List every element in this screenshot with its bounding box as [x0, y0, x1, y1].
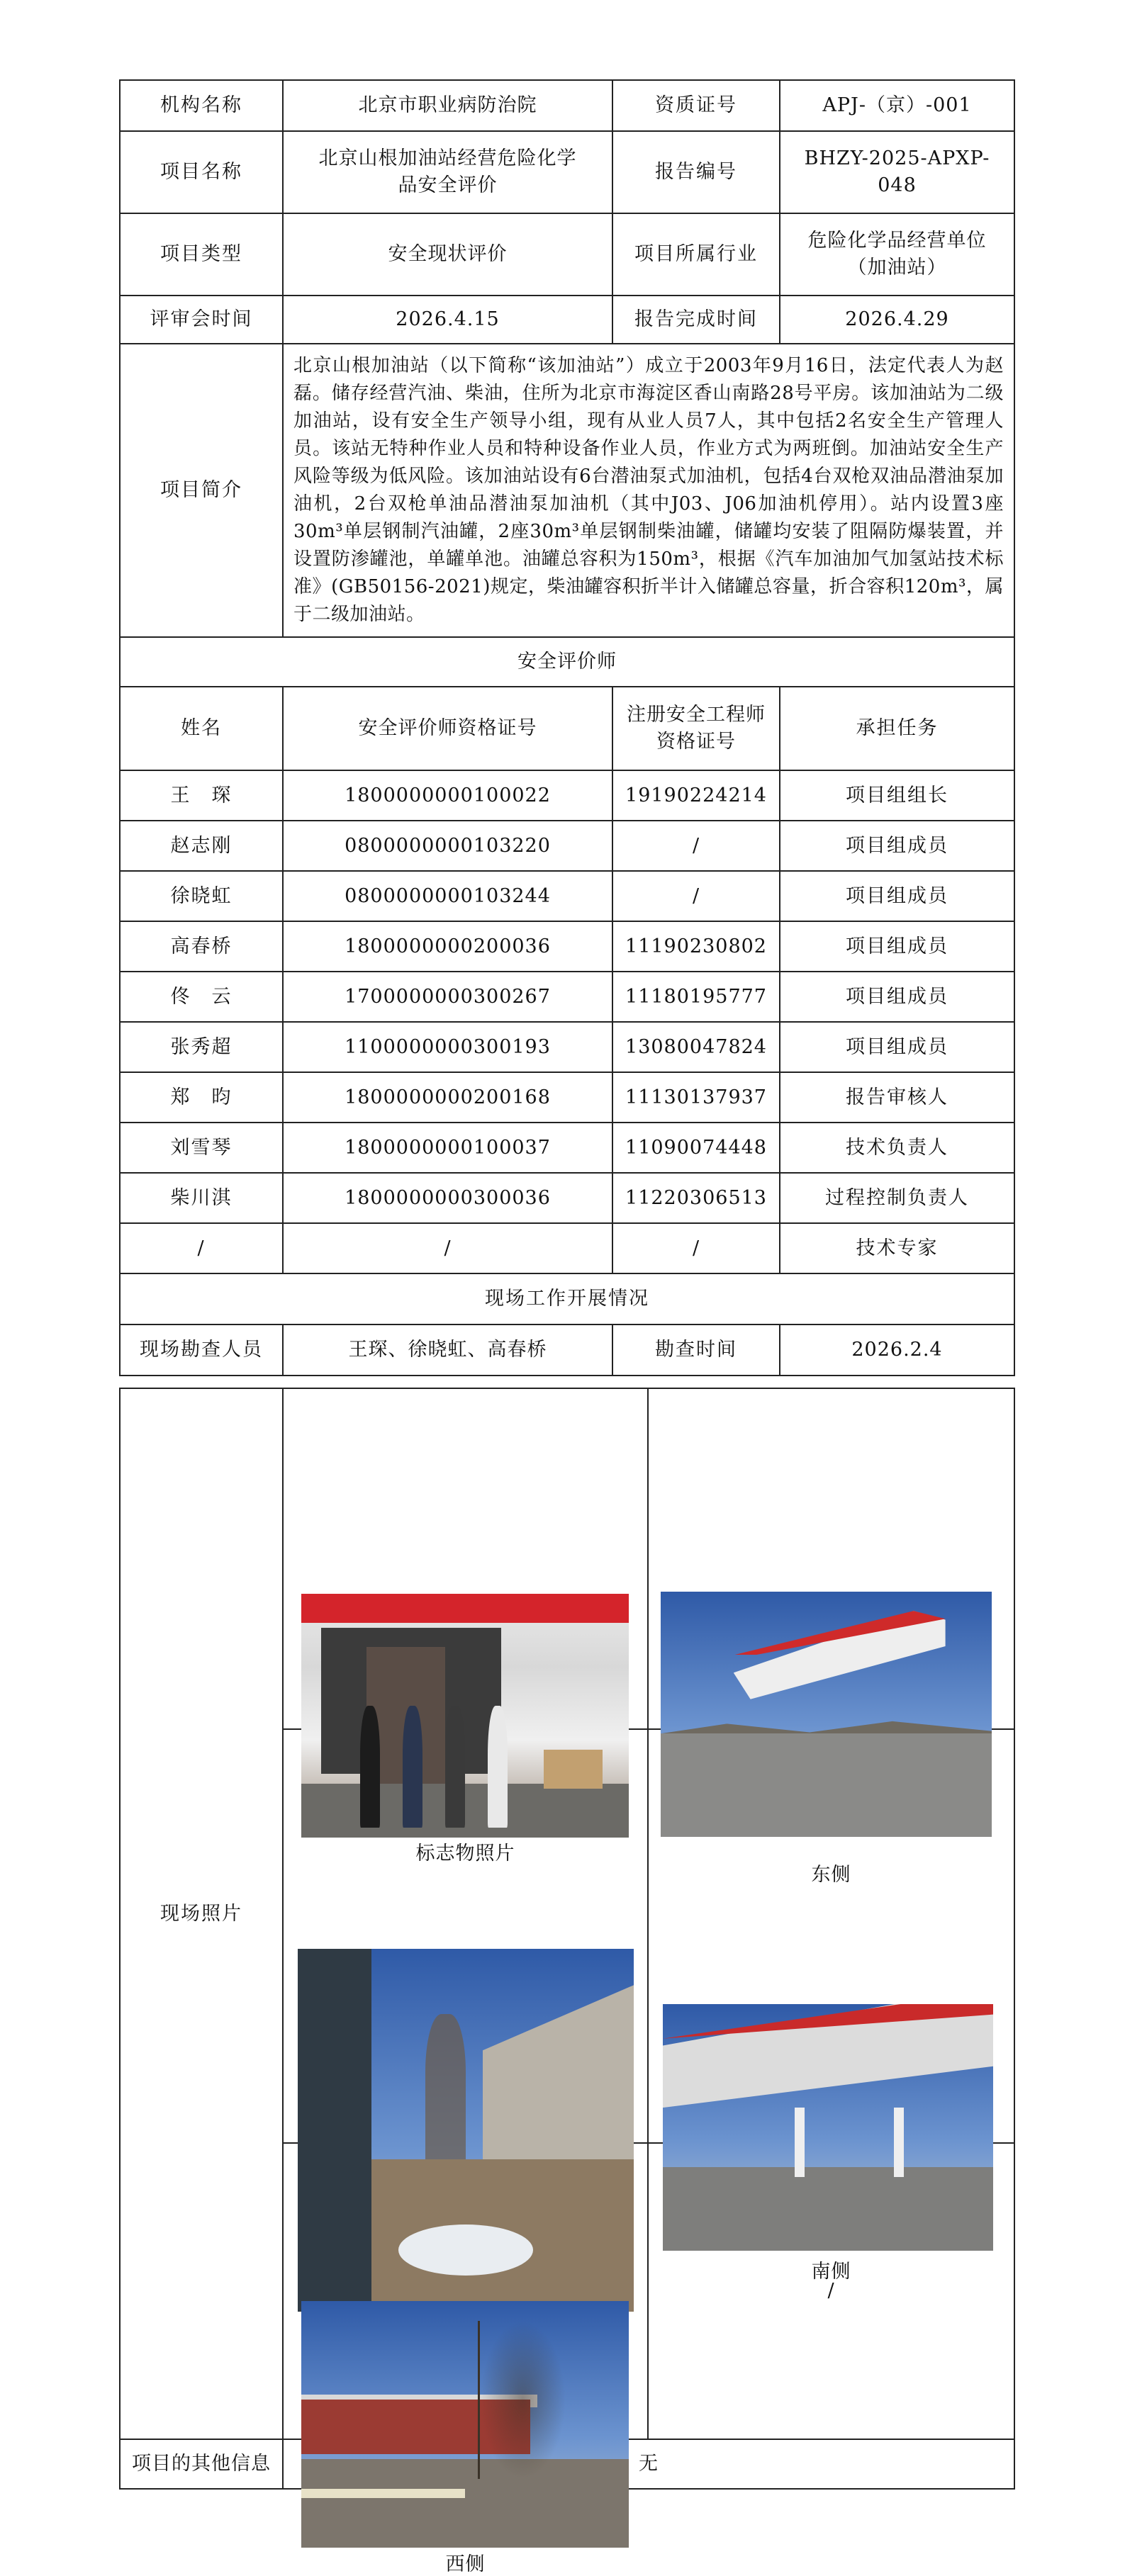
survey-label: 现场勘查人员	[120, 1324, 283, 1376]
time-value: 2026.2.4	[780, 1324, 1014, 1376]
table-row	[120, 1223, 1014, 1273]
evaluator-engineer-cert: 13080047824	[612, 1022, 780, 1072]
evaluators-header-row	[120, 687, 1014, 770]
table-row	[120, 1072, 1014, 1123]
evaluator-task: 技术专家	[780, 1223, 1014, 1273]
caption-east: 东侧	[811, 1863, 851, 1886]
evaluator-cert: 0800000000103220	[283, 821, 612, 871]
evaluators-header-cert: 安全评价师资格证号	[283, 687, 612, 770]
evaluator-engineer-cert: 11180195777	[612, 972, 780, 1022]
industry-label: 项目所属行业	[612, 213, 780, 296]
table-row	[120, 921, 1014, 972]
evaluators-section-row	[120, 637, 1014, 687]
evaluator-task: 项目组成员	[780, 871, 1014, 921]
type-value: 安全现状评价	[283, 213, 612, 296]
caption-west: 西侧	[445, 2553, 486, 2575]
evaluator-task: 项目组成员	[780, 1022, 1014, 1072]
north-photo	[298, 1949, 634, 2312]
evaluators-body	[120, 770, 1014, 1273]
photos-table	[119, 1388, 1015, 2575]
evaluator-task: 报告审核人	[780, 1072, 1014, 1123]
table-row	[120, 1173, 1014, 1223]
project-label: 项目名称	[120, 131, 283, 213]
other-info-label: 项目的其他信息	[120, 2439, 283, 2489]
evaluator-cert: 1800000000100037	[283, 1123, 612, 1173]
evaluator-cert: 1100000000300193	[283, 1022, 612, 1072]
evaluator-name: /	[120, 1223, 283, 1273]
evaluator-engineer-cert: /	[612, 1223, 780, 1273]
info-row-dates	[120, 296, 1014, 344]
evaluator-engineer-cert: 19190224214	[612, 770, 780, 821]
org-value: 北京市职业病防治院	[283, 80, 612, 131]
evaluator-name: 徐晓虹	[120, 871, 283, 921]
industry-value: 危险化学品经营单位（加油站）	[780, 213, 1014, 296]
review-label: 评审会时间	[120, 296, 283, 344]
east-photo	[661, 1592, 992, 1837]
info-row-org	[120, 80, 1014, 131]
photo-cell-landmark	[283, 1388, 648, 1864]
finish-label: 报告完成时间	[612, 296, 780, 344]
intro-text: 北京山根加油站（以下简称“该加油站”）成立于2003年9月16日，法定代表人为赵磊。储存经营汽油、柴油，住所为北京市海淀区香山南路28号平房。该加油站为二级加油站，设有安全生产领导小组，现有从业人员7人，其中包括2名安全生产管理人员。该站无特种作业人员和特种设备作业人员，作业方式为两班倒。加油站安全生产风险等级为低风险。该加油站设有6台潜油泵式加油机，包括4台双枪双油品潜油泵加油机，2台双枪单油品潜油泵加油机（其中J03、J06加油机停用）。站内设置3座30m³单层钢制汽油罐，2座30m³单层钢制柴油罐，储罐均安装了阻隔防爆装置，并设置防渗罐池，单罐单池。油罐总容积为150m³，根据《汽车加油加气加氢站技术标准》(GB50156-2021)规定，柴油罐容积折半计入储罐总容量，折合容积120m³，属于二级加油站。	[283, 344, 1014, 637]
other-info-value: 无	[283, 2439, 1014, 2489]
table-row	[120, 770, 1014, 821]
evaluator-task: 过程控制负责人	[780, 1173, 1014, 1223]
evaluator-engineer-cert: 11130137937	[612, 1072, 780, 1123]
evaluators-header-name: 姓名	[120, 687, 283, 770]
report-value: BHZY-2025-APXP-048	[780, 131, 1014, 213]
table-row	[120, 972, 1014, 1022]
evaluator-engineer-cert: 11090074448	[612, 1123, 780, 1173]
evaluators-header-task: 承担任务	[780, 687, 1014, 770]
evaluator-name: 郑 昀	[120, 1072, 283, 1123]
table-row	[120, 871, 1014, 921]
fieldwork-row	[120, 1324, 1014, 1376]
evaluator-name: 柴川淇	[120, 1173, 283, 1223]
cert-value: APJ-（京）-001	[780, 80, 1014, 131]
photo-row-1	[120, 1388, 1014, 1729]
evaluator-name: 张秀超	[120, 1022, 283, 1072]
project-value: 北京山根加油站经营危险化学品安全评价	[283, 131, 612, 213]
evaluator-cert: 0800000000103244	[283, 871, 612, 921]
cert-label: 资质证号	[612, 80, 780, 131]
info-row-project	[120, 131, 1014, 213]
evaluator-task: 项目组成员	[780, 821, 1014, 871]
evaluator-cert: 1800000000200036	[283, 921, 612, 972]
south-photo	[663, 2004, 993, 2251]
evaluator-engineer-cert: /	[612, 821, 780, 871]
project-info-table	[119, 79, 1015, 1376]
table-row	[120, 821, 1014, 871]
fieldwork-section-title: 现场工作开展情况	[120, 1273, 1014, 1324]
evaluator-task: 项目组组长	[780, 770, 1014, 821]
time-label: 勘查时间	[612, 1324, 780, 1376]
west-photo	[301, 2301, 629, 2548]
evaluator-name: 佟 云	[120, 972, 283, 1022]
info-row-intro	[120, 344, 1014, 637]
evaluators-section-title: 安全评价师	[120, 637, 1014, 687]
survey-value: 王琛、徐晓虹、高春桥	[283, 1324, 612, 1376]
evaluator-task: 项目组成员	[780, 972, 1014, 1022]
report-label: 报告编号	[612, 131, 780, 213]
table-row	[120, 1022, 1014, 1072]
photo-cell-empty: /	[648, 2143, 1014, 2439]
evaluator-cert: 1800000000200168	[283, 1072, 612, 1123]
evaluator-cert: /	[283, 1223, 612, 1273]
landmark-photo	[301, 1594, 629, 1838]
evaluator-engineer-cert: 11190230802	[612, 921, 780, 972]
evaluator-name: 王 琛	[120, 770, 283, 821]
caption-south: 南侧	[811, 2261, 851, 2283]
evaluator-cert: 1700000000300267	[283, 972, 612, 1022]
evaluator-name: 刘雪琴	[120, 1123, 283, 1173]
caption-landmark: 标志物照片	[415, 1842, 515, 1864]
evaluator-engineer-cert: 11220306513	[612, 1173, 780, 1223]
report-sheet	[119, 79, 1014, 2575]
fieldwork-section-row	[120, 1273, 1014, 1324]
evaluator-task: 技术负责人	[780, 1123, 1014, 1173]
photos-label: 现场照片	[120, 1388, 283, 2439]
type-label: 项目类型	[120, 213, 283, 296]
finish-value: 2026.4.29	[780, 296, 1014, 344]
evaluator-name: 高春桥	[120, 921, 283, 972]
review-value: 2026.4.15	[283, 296, 612, 344]
info-row-type	[120, 213, 1014, 296]
evaluator-engineer-cert: /	[612, 871, 780, 921]
evaluators-header-engineer: 注册安全工程师资格证号	[612, 687, 780, 770]
evaluator-cert: 1800000000300036	[283, 1173, 612, 1223]
evaluator-cert: 1800000000100022	[283, 770, 612, 821]
photo-cell-east	[648, 1388, 1014, 1886]
org-label: 机构名称	[120, 80, 283, 131]
intro-label: 项目简介	[120, 344, 283, 637]
evaluator-name: 赵志刚	[120, 821, 283, 871]
evaluator-task: 项目组成员	[780, 921, 1014, 972]
table-row	[120, 1123, 1014, 1173]
